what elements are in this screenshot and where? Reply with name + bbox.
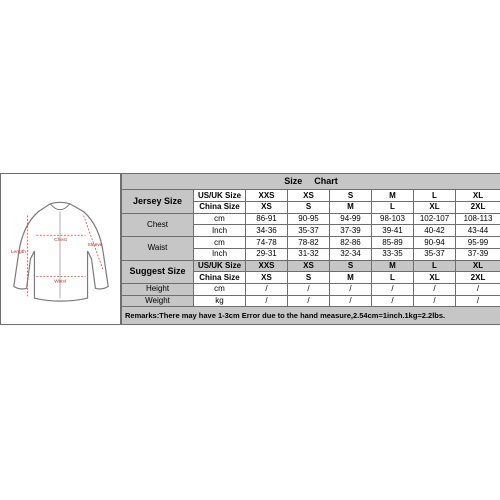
value-cell: / [246,284,288,296]
size-cell: XL [414,202,456,214]
jersey-diagram [1,174,120,324]
chest-cm-row [122,213,500,225]
remarks-text: Remarks:There may have 1-3cm Error due to the hand measure,2.54cm=1inch.1kg=2.2lbs. [122,307,500,325]
value-cell: 86-91 [246,213,288,225]
value-cell: 34-36 [246,225,288,237]
value-cell: / [288,295,330,307]
size-cell: XS [288,190,330,202]
value-cell: 40-42 [414,225,456,237]
size-cell: XS [246,202,288,214]
height-label: Height [122,284,194,296]
unit-cell: Inch [194,225,246,237]
value-cell: 35-37 [414,248,456,260]
value-cell: 33-35 [372,248,414,260]
china-size-label: China Size [194,272,246,284]
size-cell: XL [456,260,500,272]
value-cell: / [414,295,456,307]
size-cell: XXS [246,260,288,272]
remarks-row [122,307,500,325]
value-cell: / [288,284,330,296]
value-cell: 31-32 [288,248,330,260]
unit-cell: cm [194,213,246,225]
size-cell: 2XL [456,272,500,284]
chest-label: Chest [54,238,67,244]
weight-label: Weight [122,295,194,307]
size-cell: S [288,272,330,284]
title-row [122,174,500,190]
unit-cell: cm [194,237,246,249]
unit-cell: cm [194,284,246,296]
size-cell: L [414,190,456,202]
size-cell: XL [414,272,456,284]
size-cell: M [372,190,414,202]
value-cell: 37-39 [456,248,500,260]
value-cell: 85-89 [372,237,414,249]
size-cell: S [288,202,330,214]
size-cell: L [372,202,414,214]
size-cell: XL [456,190,500,202]
value-cell: 90-94 [414,237,456,249]
unit-cell: Inch [194,248,246,260]
waist-label: Waist [122,237,194,260]
value-cell: 98-103 [372,213,414,225]
value-cell: / [456,284,500,296]
value-cell: 39-41 [372,225,414,237]
size-cell: S [330,190,372,202]
us-uk-size-label: US/UK Size [194,190,246,202]
size-cell: XS [288,260,330,272]
size-cell: XS [246,272,288,284]
sleeve-label: Sleeve [87,243,103,249]
value-cell: / [372,284,414,296]
suggest-us-uk-row [122,260,500,272]
value-cell: 35-37 [288,225,330,237]
value-cell: / [330,295,372,307]
value-cell: 82-86 [330,237,372,249]
size-cell: M [330,202,372,214]
size-cell: 2XL [456,202,500,214]
size-cell: L [414,260,456,272]
size-cell: M [372,260,414,272]
waist-label: Waist [54,279,67,285]
waist-cm-row [122,237,500,249]
value-cell: 43-44 [456,225,500,237]
value-cell: 95-99 [456,237,500,249]
value-cell: 74-78 [246,237,288,249]
value-cell: 78-82 [288,237,330,249]
value-cell: 108-113 [456,213,500,225]
jersey-us-uk-row [122,190,500,202]
jersey-size-label: Jersey Size [122,190,194,213]
value-cell: 94-99 [330,213,372,225]
unit-cell: kg [194,295,246,307]
value-cell: / [456,295,500,307]
size-cell: S [330,260,372,272]
value-cell: 90-95 [288,213,330,225]
title-chart: Chart [314,176,338,187]
size-chart-table [121,173,500,325]
value-cell: 37-39 [330,225,372,237]
title-size: Size [284,176,303,187]
value-cell: 29-31 [246,248,288,260]
value-cell: 102-107 [414,213,456,225]
size-cell: XXS [246,190,288,202]
size-cell: M [330,272,372,284]
value-cell: / [414,284,456,296]
jersey-illustration [0,173,121,325]
value-cell: / [372,295,414,307]
suggest-size-label: Suggest Size [122,260,194,283]
value-cell: 32-34 [330,248,372,260]
weight-row [122,295,500,307]
value-cell: / [246,295,288,307]
chart-title [122,174,500,190]
length-label: Length [10,249,26,255]
height-row [122,284,500,296]
value-cell: / [330,284,372,296]
chest-label: Chest [122,213,194,236]
size-cell: L [372,272,414,284]
china-size-label: China Size [194,202,246,214]
us-uk-size-label: US/UK Size [194,260,246,272]
